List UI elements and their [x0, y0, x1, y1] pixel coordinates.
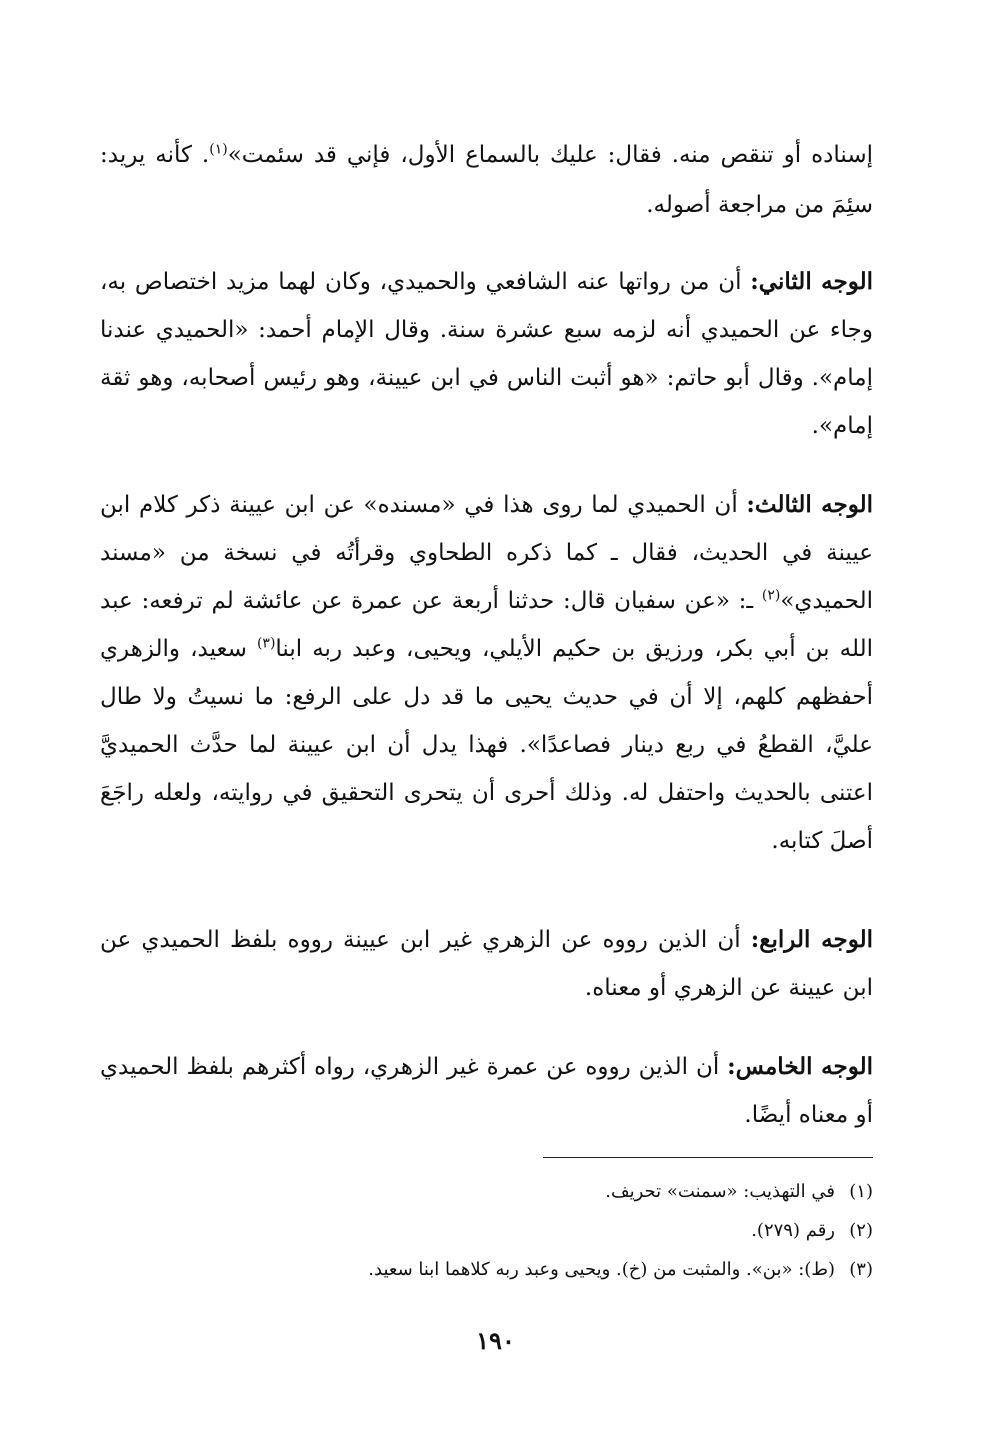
- paragraph-3-text-c: سعيد، والزهري أحفظهم كلهم، إلا أن في حديث يحيى ما قد دل على الرفع: ما نسيتُ ولا طال عليَّ، القطعُ في ربع دينار فصاعدًا». فهذا يدل أن ابن عيينة لما حدَّث الحميديَّ اعتنى بالحديث واحتفل له. وذلك أحرى أن يتحرى التحقيق في روايته، ولعله راجَعَ أصلَ كتابه.: [100, 636, 873, 854]
- paragraph-4-text: أن الذين رووه عن الزهري غير ابن عيينة رووه بلفظ الحميدي عن ابن عيينة عن الزهري أو معناه.: [100, 927, 873, 1001]
- footnote-ref-1: (١): [209, 141, 228, 158]
- paragraph-3-text-b: ـ: «عن سفيان قال: حدثنا أربعة عن عمرة عن عائشة لم ترفعه: عبد الله بن أبي بكر، ورزيق بن حكيم الأيلي، ويحيى، وعبد ربه ابنا: [100, 588, 873, 662]
- paragraph-3-heading: الوجه الثالث:: [746, 491, 873, 518]
- footnote-number: (٣): [849, 1259, 873, 1280]
- footnote-text: (ط): «بن». والمثبت من (خ). ويحيى وعبد ربه كلاهما ابنا سعيد.: [368, 1259, 835, 1280]
- page-number: ١٩٠: [476, 1326, 515, 1355]
- paragraph-2-heading: الوجه الثاني:: [750, 268, 874, 295]
- paragraph-3-text-a: أن الحميدي لما روى هذا في «مسنده» عن ابن عيينة ذكر كلام ابن عيينة في الحديث، فقال ـ كما ذكره الطحاوي وقرأتُه في نسخة من «مسند الحميدي»: [100, 492, 873, 614]
- paragraph-1-tail: . كأنه يريد: سئِمَ من مراجعة أصوله.: [100, 142, 873, 218]
- footnote-3: [120, 1250, 873, 1289]
- paragraph-4-heading: الوجه الرابع:: [750, 926, 873, 953]
- footnotes: [120, 1172, 873, 1289]
- paragraph-4: [100, 916, 873, 1012]
- paragraph-2: [100, 258, 873, 450]
- footnote-number: (٢): [849, 1220, 873, 1241]
- footnote-separator: [543, 1157, 873, 1158]
- paragraph-2-text: أن من رواتها عنه الشافعي والحميدي، وكان لهما مزيد اختصاص به، وجاء عن الحميدي أنه لزمه سبع عشرة سنة. وقال الإمام أحمد: «الحميدي عندنا إمام». وقال أبو حاتم: «هو أثبت الناس في ابن عيينة، وهو رئيس أصحابه، وهو ثقة إمام».: [100, 269, 873, 439]
- footnote-text: في التهذيب: «سمنت» تحريف.: [605, 1181, 835, 1202]
- footnote-number: (١): [849, 1181, 873, 1202]
- footnote-ref-3: (٣): [256, 635, 276, 652]
- footnote-2: [120, 1211, 873, 1250]
- paragraph-5-heading: الوجه الخامس:: [727, 1053, 873, 1080]
- footnote-ref-2: (٢): [761, 587, 781, 604]
- paragraph-5-text: أن الذين رووه عن عمرة غير الزهري، رواه أكثرهم بلفظ الحميدي أو معناه أيضًا.: [100, 1054, 873, 1128]
- footnote-1: [120, 1172, 873, 1211]
- paragraph-5: [100, 1043, 873, 1139]
- paragraph-3: [100, 481, 873, 865]
- footnote-text: رقم (٢٧٩).: [751, 1220, 835, 1241]
- paragraph-1: [100, 130, 873, 230]
- paragraph-1-text: إسناده أو تنقص منه. فقال: عليك بالسماع الأول، فإني قد سئمت»: [227, 142, 873, 168]
